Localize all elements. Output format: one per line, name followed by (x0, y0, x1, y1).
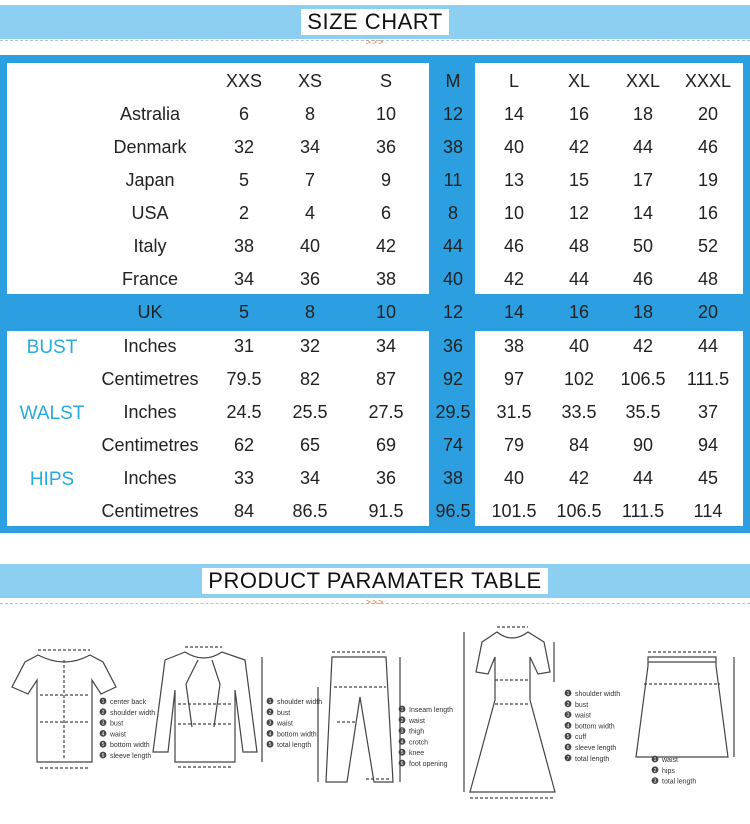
size-cell: 34 (233, 269, 255, 289)
legend-number: 2 (400, 717, 404, 724)
size-cell: 15 (568, 170, 590, 190)
size-cell: 46 (632, 269, 654, 289)
size-cell: 9 (380, 170, 391, 190)
measure-cell: 33.5 (561, 402, 597, 422)
size-cell: 20 (697, 302, 719, 322)
size-cell: 36 (299, 269, 321, 289)
region-label: Astralia (119, 104, 181, 124)
measure-cell: 36 (375, 468, 397, 488)
size-chart-banner (0, 5, 750, 39)
legend-label: waist (110, 731, 126, 739)
measure-cell: 33 (233, 468, 255, 488)
unit-label: Centimetres (101, 435, 199, 455)
size-cell: 5 (238, 302, 249, 322)
column-header: M (445, 71, 461, 91)
legend-label: bust (110, 720, 124, 728)
legend-number: 5 (268, 742, 272, 749)
unit-label: Inches (123, 336, 177, 356)
size-cell: 44 (568, 269, 590, 289)
size-cell: 6 (238, 104, 249, 124)
size-cell: 10 (503, 203, 525, 223)
size-cell: 17 (632, 170, 654, 190)
size-cell: 46 (503, 236, 525, 256)
size-cell: 40 (299, 236, 321, 256)
size-cell: 18 (632, 104, 654, 124)
legend-number: 1 (268, 699, 272, 705)
region-label: Japan (125, 170, 175, 190)
size-cell: 2 (238, 203, 249, 223)
size-cell: 46 (697, 137, 719, 157)
legend-label: cuff (575, 734, 587, 742)
legend-label: shoulder width (575, 691, 621, 698)
legend-number: 4 (268, 731, 272, 738)
measure-cell: 82 (299, 369, 321, 389)
measure-cell: 24.5 (226, 402, 262, 422)
garment-measurement-diagrams (0, 612, 750, 822)
measure-cell: 87 (375, 369, 397, 389)
measure-cell: 94 (697, 435, 719, 455)
legend-number: 3 (101, 720, 105, 727)
arrows-decoration: >>> (365, 597, 385, 607)
legend-number: 6 (101, 753, 105, 759)
legend-number: 6 (566, 745, 570, 751)
size-cell: 8 (304, 104, 315, 124)
size-cell: 38 (375, 269, 397, 289)
legend-number: 3 (268, 720, 272, 727)
legend-label: waist (575, 712, 591, 720)
size-cell: 12 (442, 104, 464, 124)
measure-cell: 38 (442, 468, 464, 488)
measure-cell: 31 (233, 336, 255, 356)
measure-cell: 27.5 (368, 402, 404, 422)
legend-number: 1 (653, 757, 657, 763)
legend-number: 2 (101, 709, 105, 716)
legend-label: shoulder width (277, 699, 323, 706)
measure-cell: 25.5 (292, 402, 328, 422)
legend-number: 2 (566, 701, 570, 708)
size-chart-title: SIZE CHART (301, 9, 448, 35)
size-cell: 38 (233, 236, 255, 256)
measure-cell: 106.5 (556, 501, 602, 521)
measure-cell: 69 (375, 435, 397, 455)
measure-cell: 74 (442, 435, 464, 455)
legend-label: bottom width (110, 742, 150, 750)
size-cell: 19 (697, 170, 719, 190)
measure-cell: 84 (568, 435, 590, 455)
legend-number: 2 (653, 767, 657, 774)
unit-label: Inches (123, 468, 177, 488)
measure-cell: 29.5 (435, 402, 471, 422)
legend-label: waist (409, 717, 425, 725)
legend-label: shoulder width (110, 709, 156, 717)
column-header: XXL (625, 71, 661, 91)
legend-label: hips (662, 767, 675, 775)
measure-cell: 90 (632, 435, 654, 455)
size-cell: 10 (375, 104, 397, 124)
legend-number: 4 (101, 731, 105, 738)
legend-number: 5 (101, 742, 105, 749)
size-cell: 14 (632, 203, 654, 223)
legend-number: 2 (268, 709, 272, 716)
table-pane (475, 331, 743, 526)
size-cell: 6 (380, 203, 391, 223)
legend-label: foot opening (409, 761, 448, 768)
measure-cell: 45 (697, 468, 719, 488)
region-label: UK (137, 302, 163, 322)
measure-cell: 40 (568, 336, 590, 356)
size-cell: 34 (299, 137, 321, 157)
measure-cell: 40 (503, 468, 525, 488)
legend-number: 4 (566, 723, 570, 730)
size-cell: 4 (304, 203, 315, 223)
size-cell: 16 (568, 302, 590, 322)
size-cell: 16 (697, 203, 719, 223)
measure-cell: 42 (632, 336, 654, 356)
measure-cell: 36 (442, 336, 464, 356)
legend-number: 6 (400, 761, 404, 767)
column-header: L (508, 71, 519, 91)
legend-number: 5 (400, 750, 404, 757)
size-cell: 12 (568, 203, 590, 223)
measure-cell: 44 (632, 468, 654, 488)
size-cell: 36 (375, 137, 397, 157)
legend-number: 5 (566, 734, 570, 741)
size-cell: 42 (375, 236, 397, 256)
legend-number: 7 (566, 755, 570, 762)
size-cell: 38 (442, 137, 464, 157)
measure-cell: 92 (442, 369, 464, 389)
size-cell: 48 (568, 236, 590, 256)
size-cell: 14 (503, 104, 525, 124)
measure-cell: 111.5 (686, 369, 730, 389)
measure-cell: 65 (299, 435, 321, 455)
product-parameter-title: PRODUCT PARAMATER TABLE (202, 568, 547, 594)
measure-cell: 106.5 (620, 369, 666, 389)
size-cell: 13 (503, 170, 525, 190)
unit-label: Inches (123, 402, 177, 422)
column-header: XXS (225, 71, 263, 91)
legend-label: total length (277, 742, 312, 750)
table-pane (7, 331, 429, 526)
measure-cell: 38 (503, 336, 525, 356)
measure-cell: 32 (299, 336, 321, 356)
measure-cell: 79 (503, 435, 525, 455)
size-cell: 16 (568, 104, 590, 124)
size-cell: 44 (632, 137, 654, 157)
legend-number: 1 (566, 691, 570, 697)
measure-cell: 31.5 (496, 402, 532, 422)
measure-cell: 101.5 (491, 501, 537, 521)
legend-label: total length (575, 755, 610, 763)
measure-cell: 86.5 (292, 501, 328, 521)
legend-label: thigh (409, 728, 425, 736)
size-cell: 52 (697, 236, 719, 256)
size-cell: 40 (442, 269, 464, 289)
measure-cell: 96.5 (435, 501, 471, 521)
size-cell: 50 (632, 236, 654, 256)
unit-label: Centimetres (101, 369, 199, 389)
legend-number: 4 (400, 739, 404, 746)
size-cell: 8 (447, 203, 458, 223)
region-label: France (121, 269, 179, 289)
legend-number: 1 (400, 707, 404, 713)
legend-label: bust (575, 701, 589, 709)
column-header: S (379, 71, 392, 91)
size-cell: 14 (503, 302, 525, 322)
trousers-diagram (318, 652, 400, 782)
measure-group-label: BUST (26, 337, 78, 358)
size-cell: 18 (632, 302, 654, 322)
unit-label: Centimetres (101, 501, 199, 521)
blouse-diagram (153, 647, 262, 767)
measure-group-label: HIPS (29, 469, 75, 490)
legend-label: center back (110, 699, 147, 706)
measure-cell: 97 (503, 369, 525, 389)
measure-cell: 37 (697, 402, 719, 422)
measure-cell: 91.5 (368, 501, 404, 521)
arrows-decoration: >>> (365, 37, 385, 47)
region-label: Italy (133, 236, 167, 256)
size-cell: 42 (503, 269, 525, 289)
measure-cell: 35.5 (625, 402, 661, 422)
tshirt-diagram (12, 650, 116, 768)
size-cell: 5 (238, 170, 249, 190)
measure-cell: 111.5 (621, 501, 665, 521)
product-parameter-banner (0, 564, 750, 598)
legend-label: sleeve length (575, 745, 617, 752)
legend-label: waist (662, 757, 678, 764)
legend-number: 3 (400, 728, 404, 735)
legend-number: 3 (653, 778, 657, 785)
measure-cell: 42 (568, 468, 590, 488)
region-label: Denmark (113, 137, 187, 157)
measure-cell: 44 (697, 336, 719, 356)
legend-label: Inseam length (409, 707, 453, 714)
legend-label: knee (409, 750, 425, 758)
measure-cell: 62 (233, 435, 255, 455)
measure-cell: 102 (563, 369, 595, 389)
measure-cell: 114 (693, 501, 723, 521)
region-label: USA (131, 203, 169, 223)
legend-label: waist (277, 720, 293, 728)
measure-cell: 34 (299, 468, 321, 488)
size-cell: 7 (304, 170, 315, 190)
legend-label: total length (662, 778, 697, 786)
legend-label: bottom width (575, 723, 615, 731)
size-cell: 44 (442, 236, 464, 256)
size-cell: 48 (697, 269, 719, 289)
column-header: XXXL (684, 71, 732, 91)
measure-cell: 84 (233, 501, 255, 521)
measure-group-label: WALST (19, 403, 85, 424)
size-cell: 11 (443, 170, 463, 190)
size-cell: 12 (442, 302, 464, 322)
size-chart-table (0, 55, 750, 533)
size-cell: 8 (304, 302, 315, 322)
column-header: XL (567, 71, 591, 91)
legend-label: sleeve length (110, 753, 152, 760)
measure-cell: 79.5 (226, 369, 262, 389)
size-cell: 10 (375, 302, 397, 322)
size-cell: 20 (697, 104, 719, 124)
column-header: XS (297, 71, 322, 91)
legend-label: bust (277, 709, 291, 717)
size-cell: 40 (503, 137, 525, 157)
legend-label: bottom width (277, 731, 317, 739)
size-cell: 42 (568, 137, 590, 157)
size-cell: 32 (233, 137, 255, 157)
legend-number: 3 (566, 712, 570, 719)
legend-label: crotch (409, 739, 429, 747)
dress-diagram (464, 627, 555, 798)
skirt-diagram (636, 652, 734, 757)
measure-cell: 34 (375, 336, 397, 356)
legend-number: 1 (101, 699, 105, 705)
